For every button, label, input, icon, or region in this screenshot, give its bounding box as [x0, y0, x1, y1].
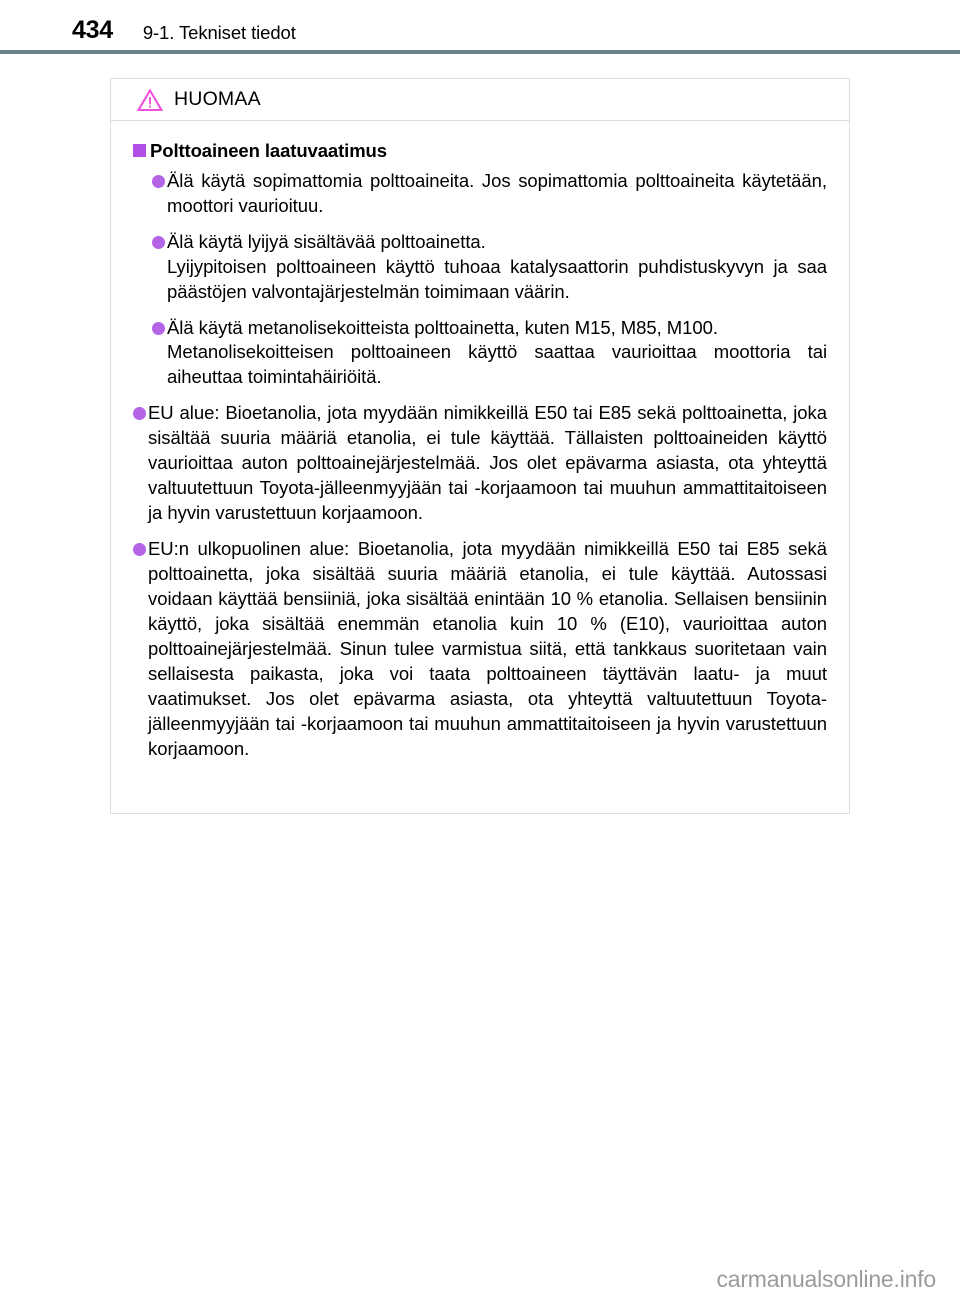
page-section-title: 9-1. Tekniset tiedot — [142, 21, 296, 43]
dot-bullet-icon — [152, 236, 165, 249]
list-item-text — [148, 537, 827, 762]
notice-body — [111, 121, 849, 813]
list-item-paragraph: EU alue: Bioetanolia, jota myydään nimikkeillä E50 tai E85 sekä polttoainetta, joka sisältää suuria määriä etanolia, ei tule käyttää. Tällaisten polttoaineiden käyttö vaurioittaa auton polttoainejärjestelmää. Jos olet epävarma asiasta, ota yhteyttä valtuutettuun Toyota-jälleenmyyjään tai -korjaamoon tai muuhun ammattitaitoiseen ja hyvin varustettuun korjaamoon. — [148, 402, 827, 524]
list-item-text — [167, 230, 827, 305]
dot-bullet-icon — [133, 543, 146, 556]
list-item-text — [167, 169, 827, 219]
warning-triangle-icon — [137, 88, 163, 112]
notice-subheading — [133, 139, 827, 163]
site-watermark: carmanualsonline.info — [716, 1266, 936, 1292]
list-item-paragraph: Lyijypitoisen polttoaineen käyttö tuhoaa katalysaattorin puhdistuskyvyn ja saa päästöjen valvontajärjestelmän toimimaan väärin. — [167, 255, 827, 302]
list-item-text — [148, 401, 827, 526]
page-number: 434 — [72, 16, 113, 44]
list-item-paragraph: Älä käytä sopimattomia polttoaineita. Jos sopimattomia polttoaineita käytetään, moottori vaurioituu. — [167, 169, 827, 216]
square-bullet-icon — [133, 144, 146, 157]
notice-bullet-list — [133, 169, 827, 762]
list-item — [133, 537, 827, 762]
list-item-paragraph: Älä käytä lyijyä sisältävää polttoainetta. — [167, 230, 486, 252]
header-divider-rule — [0, 50, 960, 54]
list-item — [133, 230, 827, 305]
notice-subheading-label: Polttoaineen laatuvaatimus — [150, 140, 387, 161]
dot-bullet-icon — [133, 407, 146, 420]
dot-bullet-icon — [152, 322, 165, 335]
page-header — [0, 0, 960, 52]
list-item — [133, 316, 827, 391]
list-item-paragraph: EU:n ulkopuolinen alue: Bioetanolia, jota myydään nimikkeillä E50 tai E85 sekä polttoainetta, joka sisältää suuria määriä etanolia, ei tule käyttää. Autossasi voidaan käyttää bensiiniä, joka sisältää enintään 10 % etanolia. Sellaisen bensiinin käyttö, joka sisältää enemmän etanolia kuin 10 % (E10), vaurioittaa auton polttoainejärjestelmää. Sinun tulee varmistua siitä, että tankkaus suoritetaan vain sellaisesta paikasta, joka voi taata polttoaineen täyttävän laatu- ja muut vaatimukset. Jos olet epävarma asiasta, ota yhteyttä valtuutettuun Toyota-jälleenmyyjään tai -korjaamoon tai muuhun ammattitaitoiseen ja hyvin varustettuun korjaamoon. — [148, 538, 827, 760]
notice-title-bar — [111, 79, 849, 121]
list-item — [133, 169, 827, 219]
list-item-text — [167, 316, 827, 391]
list-item-paragraph: Älä käytä metanolisekoitteista polttoainetta, kuten M15, M85, M100. — [167, 316, 718, 338]
notice-title: HUOMAA — [174, 87, 261, 110]
notice-box — [110, 78, 850, 814]
dot-bullet-icon — [152, 175, 165, 188]
list-item-paragraph: Metanolisekoitteisen polttoaineen käyttö saattaa vaurioittaa moottoria tai aiheuttaa toimintahäiriöitä. — [167, 341, 827, 388]
list-item — [133, 401, 827, 526]
